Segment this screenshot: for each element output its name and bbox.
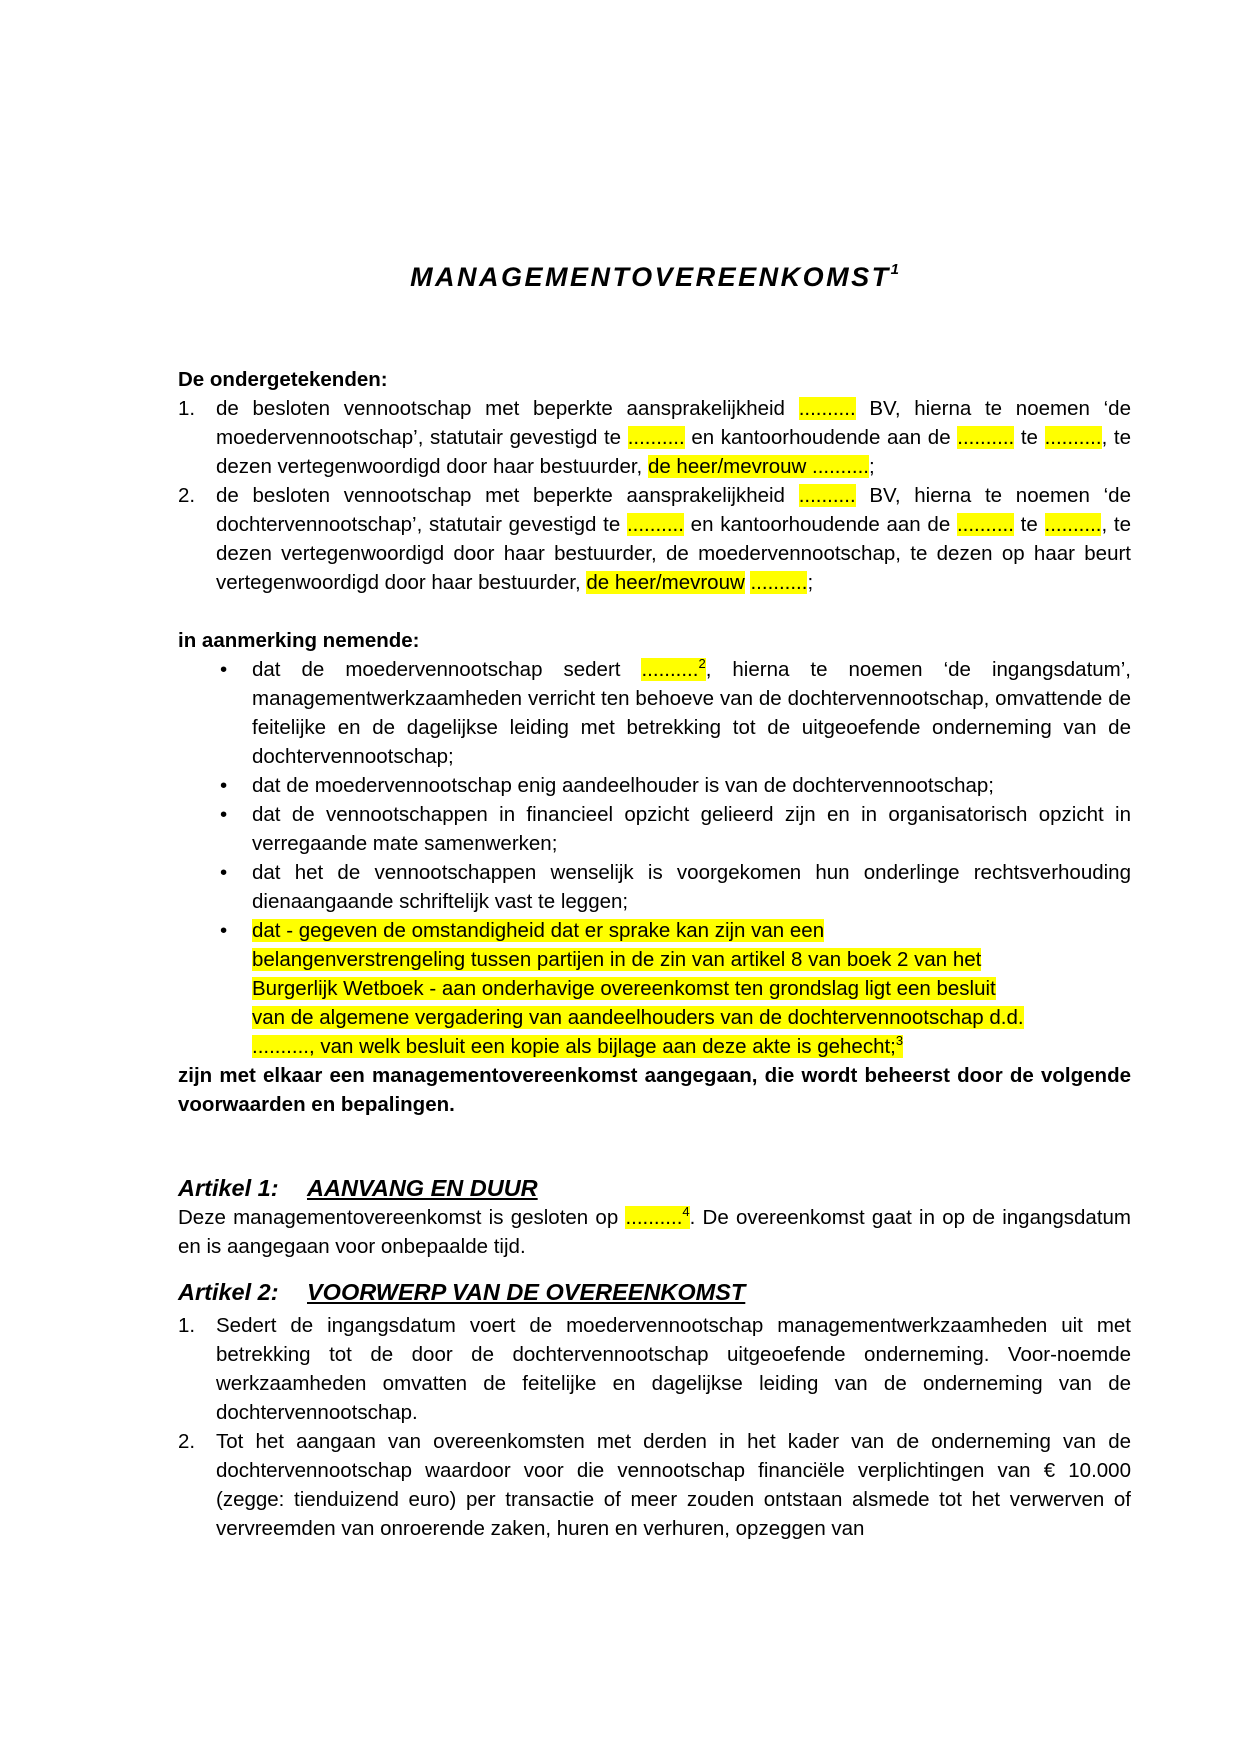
article-title: VOORWERP VAN DE OVEREENKOMST — [307, 1279, 746, 1305]
consideration-item-1 — [178, 655, 1131, 771]
party-text: , te dezen vertegenwoordigd door haar bestuurder, — [216, 426, 1131, 478]
article-1-text: Deze managementovereenkomst is gesloten op ..........$^4$. De overeenkomst gaat in op de ingangsdatum en is aangegaan voor onbepaalde tijd. — [178, 1204, 1132, 1258]
parties-heading: De ondergetekenden: — [178, 368, 388, 391]
placeholder-field: ..........$^2$ — [641, 656, 706, 681]
consideration-text: , hierna te noemen ‘de ingangsdatum’, managementwerkzaamheden verricht ten behoeve van de dochtervennootschap, omvattende de feitelijke en de dagelijkse leiding met betrekking tot de uitgeoefende onderneming van de dochtervennootschap; — [252, 658, 1131, 768]
placeholder-field: .......... — [798, 397, 856, 420]
consideration-text: dat de vennootschappen in financieel opzicht gelieerd zijn en in organisatorisch opzicht in verregaande mate samenwerken; — [252, 803, 1131, 855]
article-2-item-2 — [178, 1427, 1131, 1543]
placeholder-field: ..........$^4$ — [625, 1204, 690, 1229]
party-text: , te dezen vertegenwoordigd door haar bestuurder, de moedervennootschap, te dezen op haar beurt vertegenwoordigd door haar bestuurder, — [216, 513, 1131, 594]
placeholder-field: de heer/mevrouw .......... — [647, 455, 869, 478]
considerations-heading: in aanmerking nemende: — [178, 629, 420, 652]
party-text: de besloten vennootschap met beperkte aansprakelijkheid — [216, 397, 799, 420]
bullet-icon: • — [220, 803, 228, 826]
highlighted-text: Burgerlijk Wetboek - aan onderhavige overeenkomst ten grondslag ligt een besluit — [252, 977, 996, 1000]
party-text: de besloten vennootschap met beperkte aansprakelijkheid — [216, 484, 799, 507]
consideration-item-5 — [178, 916, 1131, 1061]
highlighted-text: belangenverstrengeling tussen partijen in de zin van artikel 8 van boek 2 van het — [252, 948, 982, 971]
party-item-1 — [178, 394, 1131, 481]
consideration-item-4 — [178, 858, 1131, 916]
article-2-heading — [178, 1278, 1131, 1307]
article-title: AANVANG EN DUUR — [307, 1175, 538, 1201]
bullet-icon: • — [220, 774, 228, 797]
party-text: te — [1014, 426, 1045, 449]
party-text: ; — [807, 571, 814, 594]
consideration-item-3 — [178, 800, 1131, 858]
footnote-ref: 2 — [698, 656, 706, 672]
party-text: BV, hierna te noemen ‘de moedervennootschap’, statutair gevestigd te — [216, 397, 1131, 449]
placeholder-field: .......... — [750, 571, 808, 594]
placeholder-field: .......... — [1044, 426, 1102, 449]
article-label: Artikel 2: — [178, 1279, 279, 1305]
party-number: 1. — [178, 397, 196, 420]
placeholder-field: .......... — [627, 426, 685, 449]
document-title — [178, 262, 1131, 293]
party-text: te — [1013, 513, 1045, 536]
article-label: Artikel 1: — [178, 1175, 279, 1201]
bullet-icon: • — [220, 658, 228, 681]
document-body — [178, 365, 1131, 1543]
highlighted-text: van de algemene vergadering van aandeelhouders van de dochtervennootschap d.d. — [252, 1006, 1024, 1029]
placeholder-field: .......... — [956, 513, 1014, 536]
highlighted-text: .........., van welk besluit een kopie als bijlage aan deze akte is gehecht;$^3$ — [252, 1033, 904, 1058]
article-1-heading — [178, 1174, 1131, 1203]
party-text: en kantoorhoudende aan de — [684, 426, 958, 449]
consideration-text: dat de moedervennootschap enig aandeelhouder is van de dochtervennootschap; — [252, 774, 994, 797]
footnote-ref: 4 — [682, 1204, 690, 1220]
placeholder-field: .......... — [957, 426, 1015, 449]
item-number: 1. — [178, 1314, 196, 1337]
item-text: Sedert de ingangsdatum voert de moedervennootschap managementwerkzaamheden uit met betrekking tot de door de dochtervennootschap uitgeoefende onderneming. Voor-noemde werkzaamheden omvatten de feitelijke en dagelijkse leiding van de onderneming van de dochtervennootschap. — [216, 1314, 1131, 1424]
placeholder-field: .......... — [798, 484, 856, 507]
party-text: ; — [868, 455, 875, 478]
considerations-conclusion: zijn met elkaar een managementovereenkomst aangegaan, die wordt beheerst door de volgende voorwaarden en bepalingen. — [178, 1064, 1131, 1116]
article-2-item-1 — [178, 1311, 1131, 1427]
party-text: BV, hierna te noemen ‘de dochtervennootschap’, statutair gevestigd te — [216, 484, 1131, 536]
bullet-icon: • — [220, 861, 228, 884]
party-item-2 — [178, 481, 1131, 597]
placeholder-field: .......... — [626, 513, 684, 536]
bullet-icon: • — [220, 919, 228, 942]
footnote-ref: 3 — [895, 1033, 904, 1049]
item-text: Tot het aangaan van overeenkomsten met derden in het kader van de onderneming van de dochtervennootschap waardoor voor die vennootschap financiële verplichtingen van € 10.000 (zegge: tienduizend euro) per transactie of meer zouden ontstaan alsmede tot het verwerven of vervreemden van onroerende zaken, huren en verhuren, opzeggen van — [216, 1430, 1131, 1540]
consideration-text: dat het de vennootschappen wenselijk is voorgekomen hun onderlinge rechtsverhouding dienaangaande schriftelijk vast te leggen; — [252, 861, 1131, 913]
placeholder-field: de heer/mevrouw — [586, 571, 745, 594]
placeholder-field: .......... — [1044, 513, 1102, 536]
party-text: en kantoorhoudende aan de — [683, 513, 957, 536]
consideration-text: dat de moedervennootschap sedert — [252, 658, 642, 681]
title-text: MANAGEMENTOVEREENKOMST — [410, 262, 891, 292]
highlighted-text: dat - gegeven de omstandigheid dat er sprake kan zijn van een — [252, 919, 825, 942]
item-number: 2. — [178, 1430, 196, 1453]
party-number: 2. — [178, 484, 196, 507]
title-footnote: 1 — [890, 261, 899, 278]
consideration-item-2 — [178, 771, 1131, 800]
